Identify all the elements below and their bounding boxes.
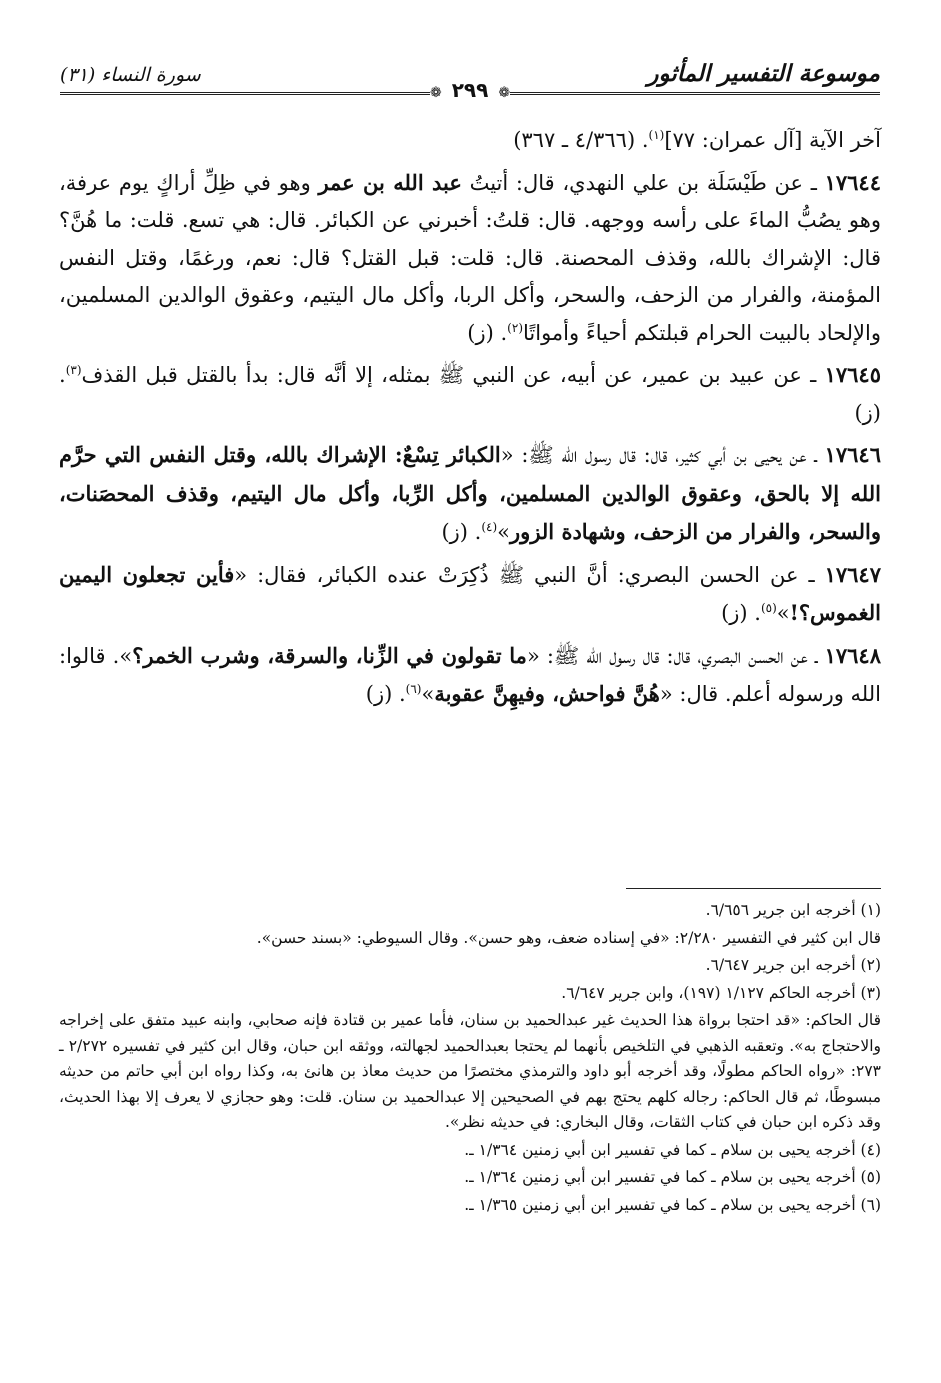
text: ـ عن طَيْسَلَة بن علي النهدي، قال: أتيتُ (461, 170, 825, 195)
text: ». قالوا: الله ورسوله أعلم. قال: « (59, 643, 881, 706)
narration-17647 (59, 556, 881, 633)
narration-17644 (59, 164, 881, 353)
footnote-ref: (٦) (405, 682, 422, 696)
text: » (776, 601, 790, 625)
page-header (60, 52, 880, 102)
footnote-1-comment: قال ابن كثير في التفسير ٢/٢٨٠: «في إسناده ضعف، وهو حسن». وقال السيوطي: «بسند حسن». (256, 928, 881, 947)
narration-17645 (59, 356, 881, 432)
ornament-icon: ❁ (429, 85, 442, 101)
narration-number: ١٧٦٤٦ (824, 442, 881, 467)
footnote-ref: (١) (648, 128, 665, 142)
hadith-text: فأين تجعلون اليمين الغموس؟! (59, 561, 881, 625)
text: ـ عن الحسن البصري، قال: قال رسول الله ﷺ: « (526, 643, 825, 668)
footnote-3-comment: قال الحاكم: «قد احتجا برواة هذا الحديث غير عبدالحميد بن سنان، فأما عمير بن قتادة فإنه صحابي، وابنه عبيد متفق على إخراجه والاحتجاج به». وتعقبه الذهبي في التلخيص بأنهما لم يحتجا بعبدالحميد لجهالته، ووثقه ابن حبان، وقال ابن كثير في تفسيره ٢/٢٧٢ ـ ٢٧٣: «رواه الحاكم مطولًا، وقد أخرجه أبو داود والترمذي مختصرًا من حديث معاذ بن هانئ به، وكذا رواه ابن أبي حاتم من حديثه مبسوطًا، ثم قال الحاكم: رجاله كلهم يحتج بهم في الصحيحين إلا عبدالحميد بن سنان. قلت: وهو حجازي لا يعرف إلا بهذا الحديث، وقد ذكره ابن حبان في كتاب الثقات، وقال البخاري: في حديثه نظر». (59, 1011, 882, 1131)
text: . (ز) (441, 520, 482, 544)
footnote-3: (٣) أخرجه الحاكم ١/١٢٧ (١٩٧)، وابن جرير ٦/٦٤٧. (561, 983, 881, 1002)
footnote-5: (٥) أخرجه يحيى بن سلام ـ كما في تفسير ابن أبي زمنين ١/٣٦٤ ـ. (464, 1168, 881, 1186)
page-number-block (60, 78, 880, 102)
footnote-1: (١) أخرجه ابن جرير ٦/٦٥٦. (705, 901, 881, 919)
footnote-ref: (٤) (481, 520, 498, 534)
narration-number: ١٧٦٤٧ (824, 561, 881, 587)
hadith-text: هُنَّ فواحش، وفيهِنَّ عقوبة (434, 681, 660, 706)
text: » (497, 520, 511, 544)
text: ـ عن الحسن البصري: أنَّ النبي ﷺ ذُكِرَتْ عنده الكبائر، فقال: « (234, 562, 825, 587)
narration-number: ١٧٦٤٥ (824, 362, 881, 387)
footnote-separator (626, 888, 881, 889)
sura-title: سورة النساء (٣١) (60, 64, 201, 86)
text: ـ عن عبيد بن عمير، عن أبيه، عن النبي ﷺ بمثله، إلا أنَّه قال: بدأ بالقتل قبل القذف (81, 363, 825, 387)
narration-number: ١٧٦٤٨ (824, 642, 881, 668)
footnotes (59, 898, 881, 1220)
text: ـ عن يحيى بن أبي كثير، قال: قال رسول الله ﷺ: « (500, 443, 825, 467)
text: . (ز) (59, 363, 881, 425)
narration-17646 (59, 436, 881, 552)
footnote-ref: (٣) (65, 363, 82, 377)
footnote-ref: (٢) (507, 320, 523, 335)
book-title: موسوعة التفسير المأثور (647, 60, 880, 87)
hadith-text: ما تقولون في الزِّنا، والسرقة، وشرب الخمر؟ (132, 642, 527, 668)
main-text (59, 122, 881, 718)
text: آخر الآية [آل عمران: ٧٧] (664, 128, 881, 152)
bold-name: عبد الله بن عمر (318, 169, 462, 195)
page-number: ٢٩٩ (442, 78, 499, 102)
paragraph-verse-ref (59, 122, 881, 160)
text: وهو في ظِلِّ أراكٍ يوم عرفة، وهو يصُبُّ الماءَ على رأسه ووجهه. قال: قلتُ: أخبرني عن الكبائر. قال: هي تسع. قلت: ما هُنَّ؟ قال: الإشراك بالله، وقذف المحصنة. قال: قلت: قبل القتل؟ قال: نعم، ورغمًا، وقتل النفس المؤمنة، والفرار من الزحف، والسحر، وأكل الربا، وأكل مال اليتيم، وعقوق الوالدين المسلمين، والإلحاد بالبيت الحرام قبلتكم أحياءً وأمواتًا (59, 170, 881, 345)
ornament-icon: ❁ (498, 85, 511, 101)
text: . (ز) (721, 601, 761, 625)
footnote-ref: (٥) (760, 601, 777, 615)
footnote-4: (٤) أخرجه يحيى بن سلام ـ كما في تفسير ابن أبي زمنين ١/٣٦٤ ـ. (464, 1140, 881, 1159)
footnote-6: (٦) أخرجه يحيى بن سلام ـ كما في تفسير ابن أبي زمنين ١/٣٦٥ ـ. (464, 1195, 881, 1214)
narration-17648 (59, 637, 881, 714)
text: . (ز) (365, 682, 406, 706)
text: . (ز) (467, 320, 508, 345)
footnote-2: (٢) أخرجه ابن جرير ٦/٦٤٧. (705, 956, 881, 974)
text: . (٤/٣٦٦ ـ ٣٦٧) (513, 128, 649, 152)
hadith-text: الكبائر تِسْعٌ: الإشراك بالله، وقتل النفس التي حرَّم الله إلا بالحق، وعقوق الوالدين المسلمين، وأكل الرِّبا، وأكل مال اليتيم، وقذف المحصَنات، والسحر، والفرار من الزحف، وشهادة الزور (59, 442, 881, 544)
narration-number: ١٧٦٤٤ (824, 169, 881, 195)
text: » (421, 682, 435, 706)
